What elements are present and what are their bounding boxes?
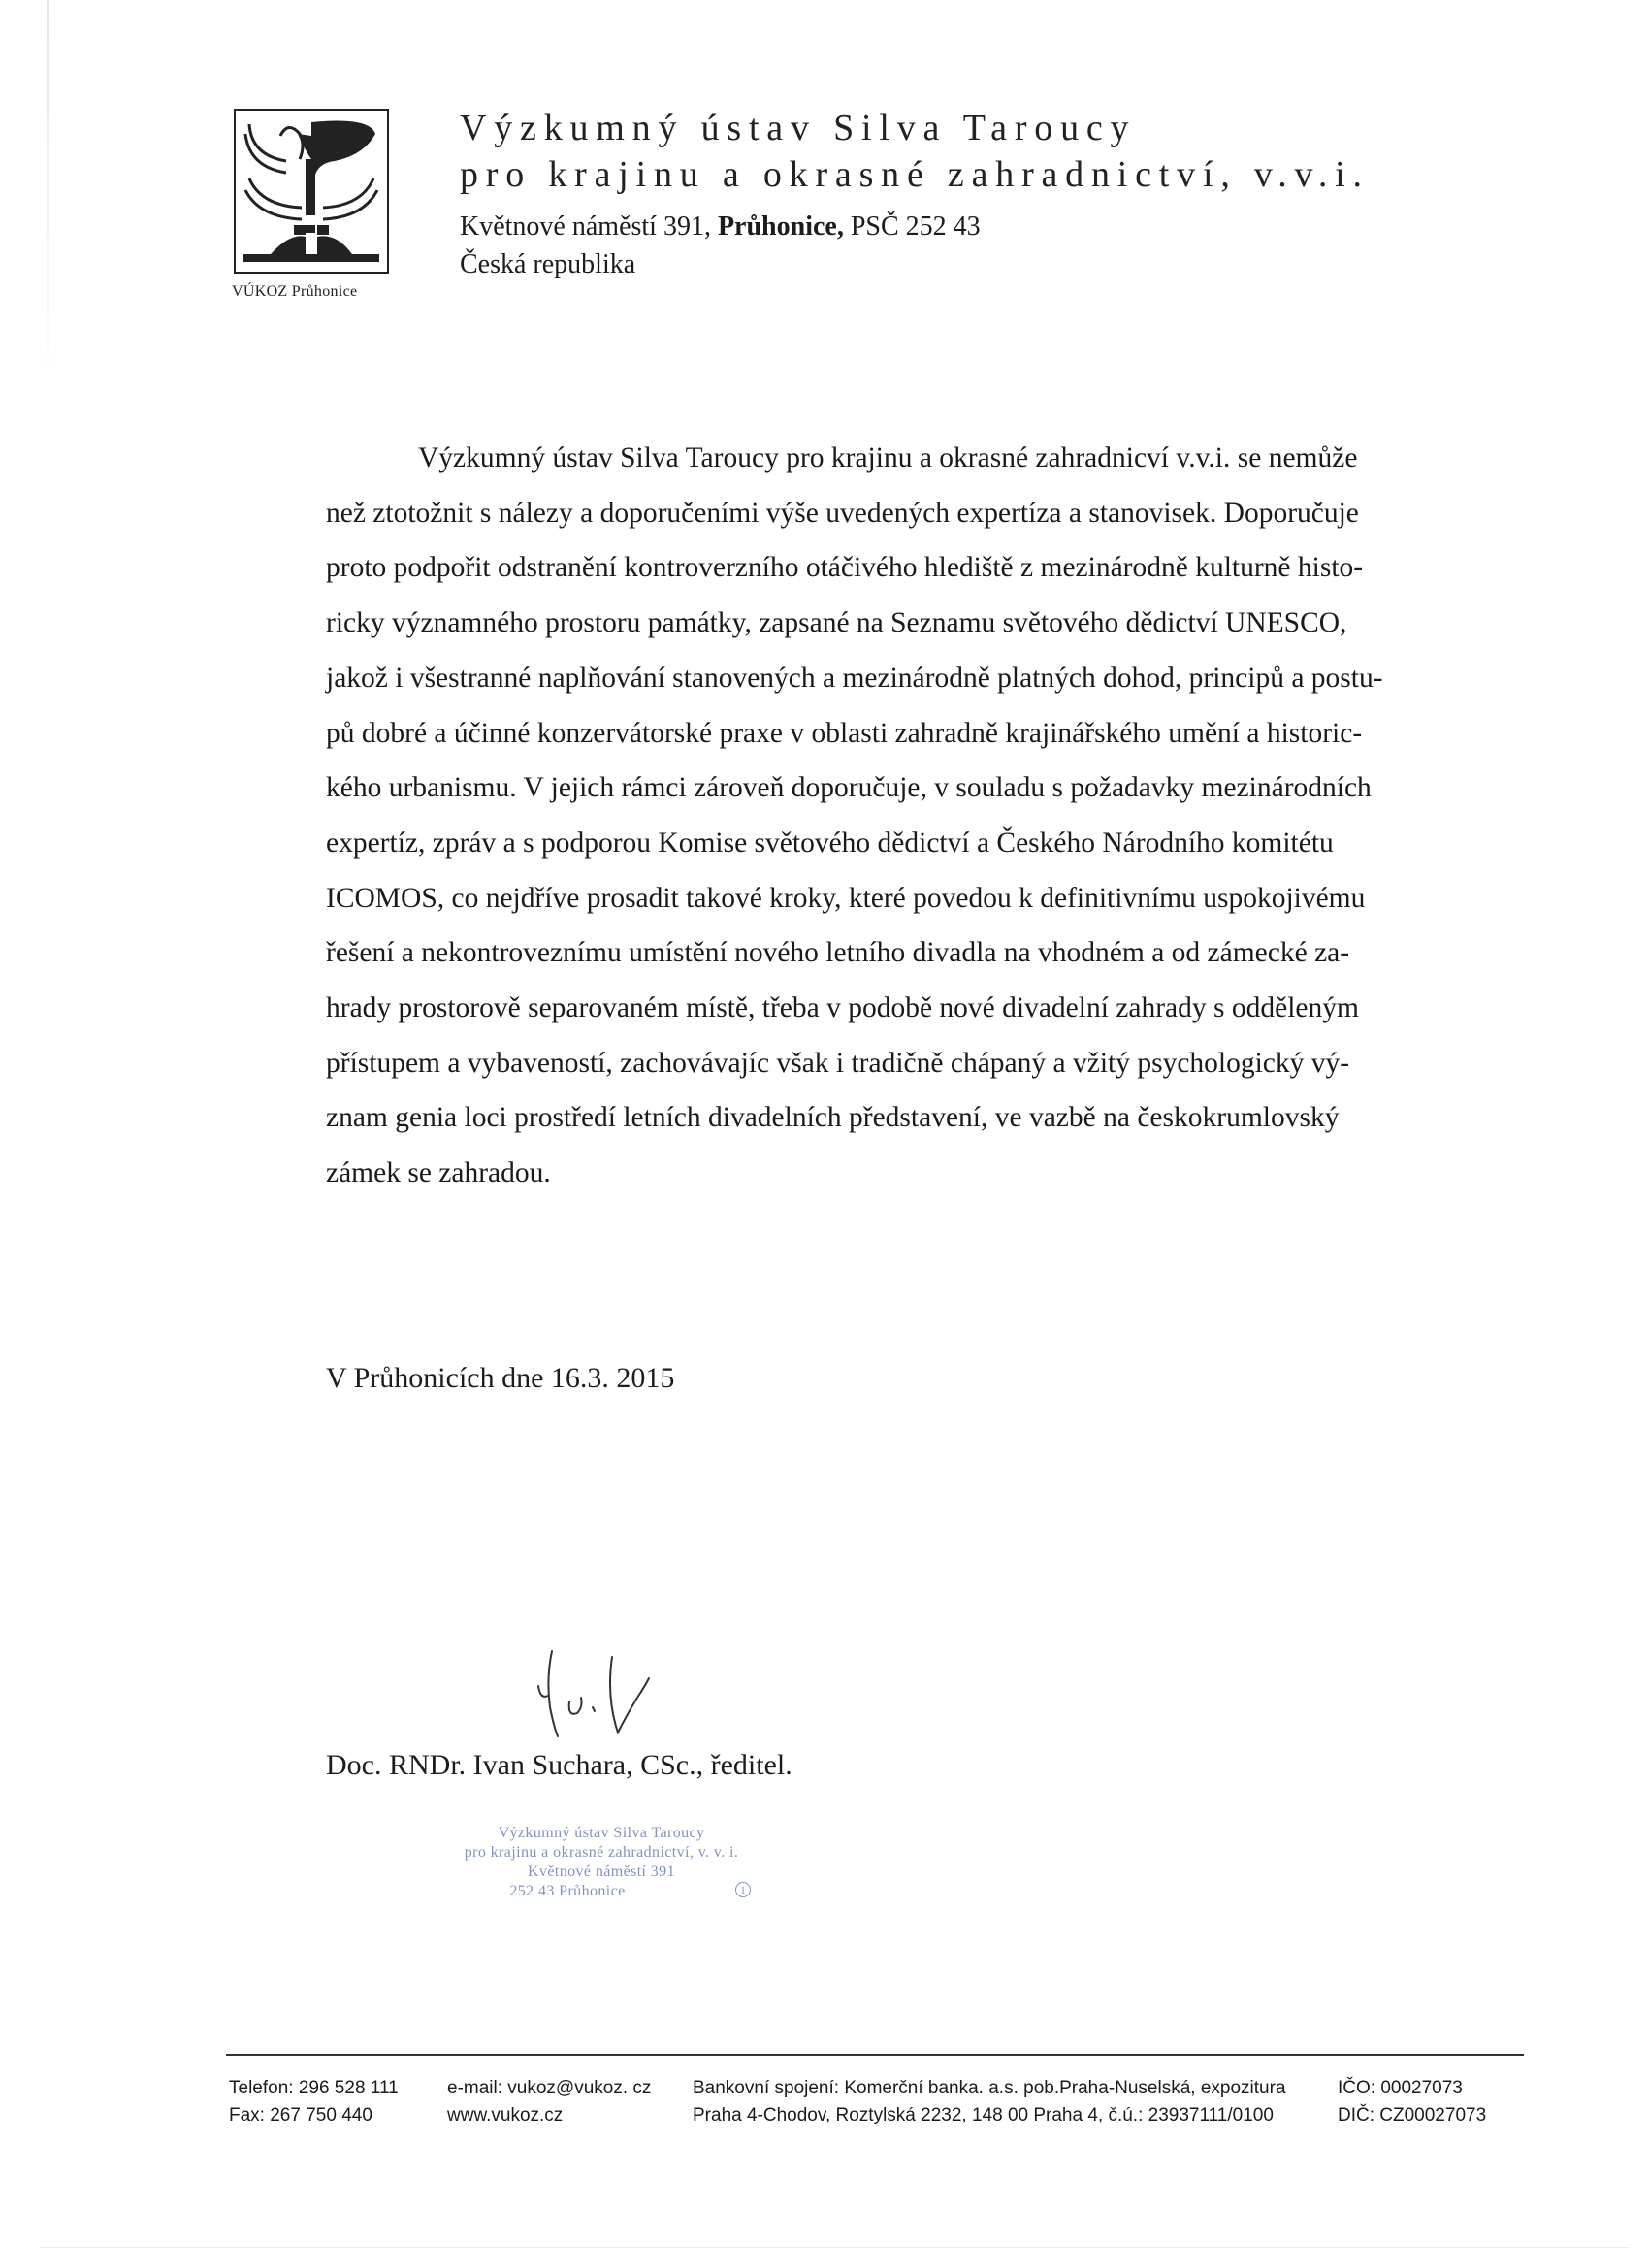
- vukoz-logo-icon: [234, 109, 389, 274]
- body-line: znam genia loci prostředí letních divadelních představení, ve vazbě na českokrumlovský: [326, 1102, 1340, 1134]
- stamp-line4: 252 43 Průhonice: [509, 1883, 626, 1899]
- footer-telephone: Telefon: 296 528 111: [229, 2078, 399, 2098]
- signer-name: Doc. RNDr. Ivan Suchara, CSc., ředitel.: [326, 1749, 792, 1781]
- body-line: ricky významného prostoru památky, zapsané na Seznamu světového dědictví UNESCO,: [326, 607, 1347, 639]
- footer-website: www.vukoz.cz: [447, 2105, 564, 2125]
- body-line: Výzkumný ústav Silva Taroucy pro krajinu a okrasné zahradnicví v.v.i. se nemůže: [418, 442, 1358, 473]
- institute-stamp: [407, 1824, 795, 1901]
- vukoz-logo: [234, 109, 391, 275]
- footer-email: e-mail: vukoz@vukoz. cz: [447, 2078, 652, 2098]
- address-town: Průhonice,: [717, 211, 844, 242]
- body-line: pů dobré a účinné konzervátorské praxe v oblasti zahradně krajinářského umění a historic-: [326, 717, 1363, 749]
- body-line: proto podpořit odstranění kontroverzního otáčivého hlediště z mezinárodně kulturně histo-: [326, 552, 1364, 584]
- scan-edge-artifact: [47, 0, 48, 407]
- stamp-line3: Květnové náměstí 391: [528, 1863, 675, 1880]
- stamp-line1: Výzkumný ústav Silva Taroucy: [498, 1825, 705, 1841]
- address-street: Květnové náměstí 391,: [460, 211, 718, 242]
- footer-divider: [226, 2054, 1524, 2056]
- stamp-line2: pro krajinu a okrasné zahradnictví, v. v. i.: [464, 1844, 739, 1861]
- stamp-number-mark: 1: [735, 1882, 751, 1897]
- body-line: jakož i všestranné naplňování stanovených a mezinárodně platných dohod, principů a postu-: [326, 662, 1383, 694]
- institute-name-line1: Výzkumný ústav Silva Taroucy: [460, 108, 1137, 148]
- body-line: přístupem a vybaveností, zachovávajíc však i tradičně chápaný a vžitý psychologický vý-: [326, 1047, 1350, 1079]
- footer-bank-line2: Praha 4-Chodov, Roztylská 2232, 148 00 Praha 4, č.ú.: 23937111/0100: [693, 2105, 1274, 2125]
- body-line: kého urbanismu. V jejich rámci zároveň doporučuje, v souladu s požadavky mezinárodních: [326, 772, 1372, 804]
- letter-body: [326, 431, 1486, 1201]
- scan-bottom-artifact: [39, 2247, 1630, 2248]
- handwritten-signature: [529, 1639, 674, 1756]
- body-line: než ztotožnit s nálezy a doporučeními výše uvedených expertíza a stanovisek. Doporučuje: [326, 497, 1359, 529]
- body-line: ICOMOS, co nejdříve prosadit takové kroky, které povedou k definitivnímu uspokojivému: [326, 882, 1366, 914]
- footer-dic: DIČ: CZ00027073: [1338, 2105, 1487, 2125]
- body-line: zámek se zahradou.: [326, 1157, 551, 1189]
- institute-name-line2: pro krajinu a okrasné zahradnictví, v.v.i.: [460, 154, 1370, 195]
- institute-address: [460, 211, 981, 243]
- body-line: řešení a nekontroveznímu umístění nového letního divadla na vhodném a od zámecké za-: [326, 937, 1350, 969]
- logo-caption: VÚKOZ Průhonice: [232, 283, 358, 300]
- place-and-date: V Průhonicích dne 16.3. 2015: [326, 1362, 675, 1394]
- institute-country: Česká republika: [460, 249, 636, 279]
- footer-ico: IČO: 00027073: [1338, 2078, 1463, 2098]
- body-line: hrady prostorově separovaném místě, třeba v podobě nové divadelní zahrady s odděleným: [326, 992, 1359, 1024]
- address-postcode: PSČ 252 43: [843, 211, 981, 242]
- footer-bank-line1: Bankovní spojení: Komerční banka. a.s. pob.Praha-Nuselská, expozitura: [693, 2078, 1286, 2098]
- body-line: expertíz, zpráv a s podporou Komise světového dědictví a Českého Národního komitétu: [326, 826, 1334, 859]
- footer-fax: Fax: 267 750 440: [229, 2105, 372, 2125]
